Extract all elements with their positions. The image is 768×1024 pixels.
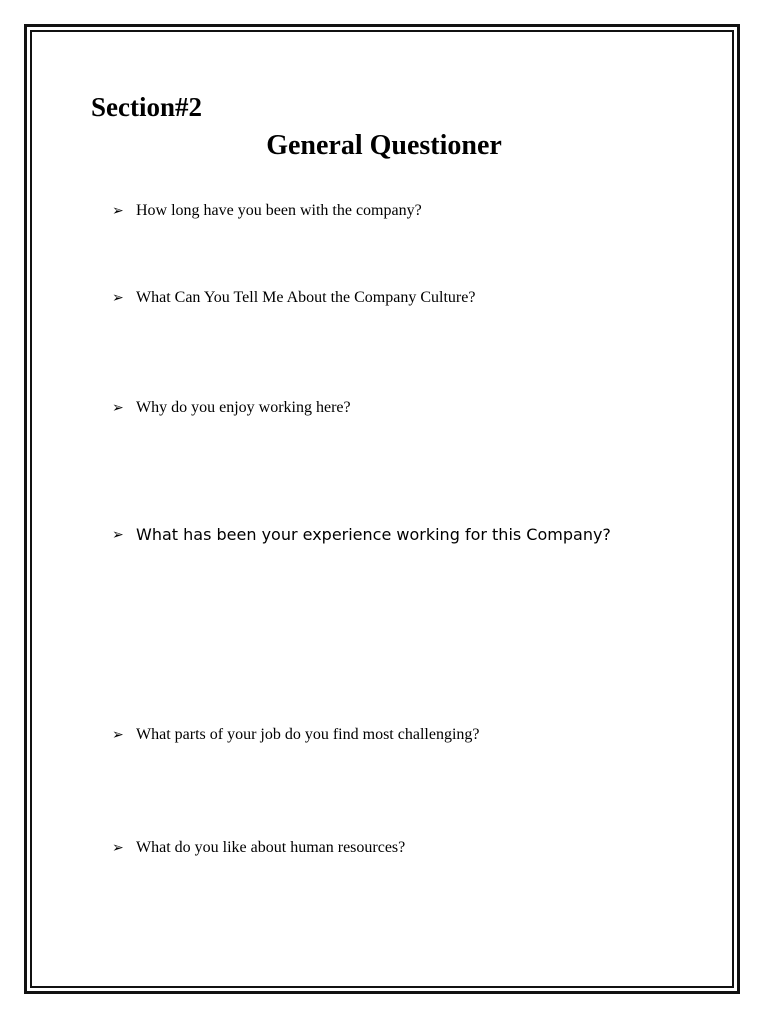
- question-text: What do you like about human resources?: [136, 839, 406, 856]
- question-text: Why do you enjoy working here?: [136, 399, 351, 416]
- arrow-bullet-icon: ➢: [112, 527, 124, 543]
- question-item: [112, 290, 475, 306]
- question-text: What parts of your job do you find most challenging?: [136, 726, 480, 743]
- arrow-bullet-icon: ➢: [112, 203, 124, 219]
- question-item: [112, 400, 351, 416]
- arrow-bullet-icon: ➢: [112, 727, 124, 743]
- question-item: [112, 840, 405, 856]
- arrow-bullet-icon: ➢: [112, 840, 124, 856]
- question-item: [112, 203, 422, 219]
- section-label: Section#2: [91, 92, 202, 122]
- question-text: What Can You Tell Me About the Company Culture?: [136, 289, 476, 306]
- document-title: General Questioner: [266, 130, 502, 161]
- question-item: [112, 527, 611, 543]
- question-item: [112, 727, 479, 743]
- arrow-bullet-icon: ➢: [112, 290, 124, 306]
- question-text: How long have you been with the company?: [136, 202, 422, 219]
- question-text: What has been your experience working for this Company?: [136, 525, 611, 544]
- arrow-bullet-icon: ➢: [112, 400, 124, 416]
